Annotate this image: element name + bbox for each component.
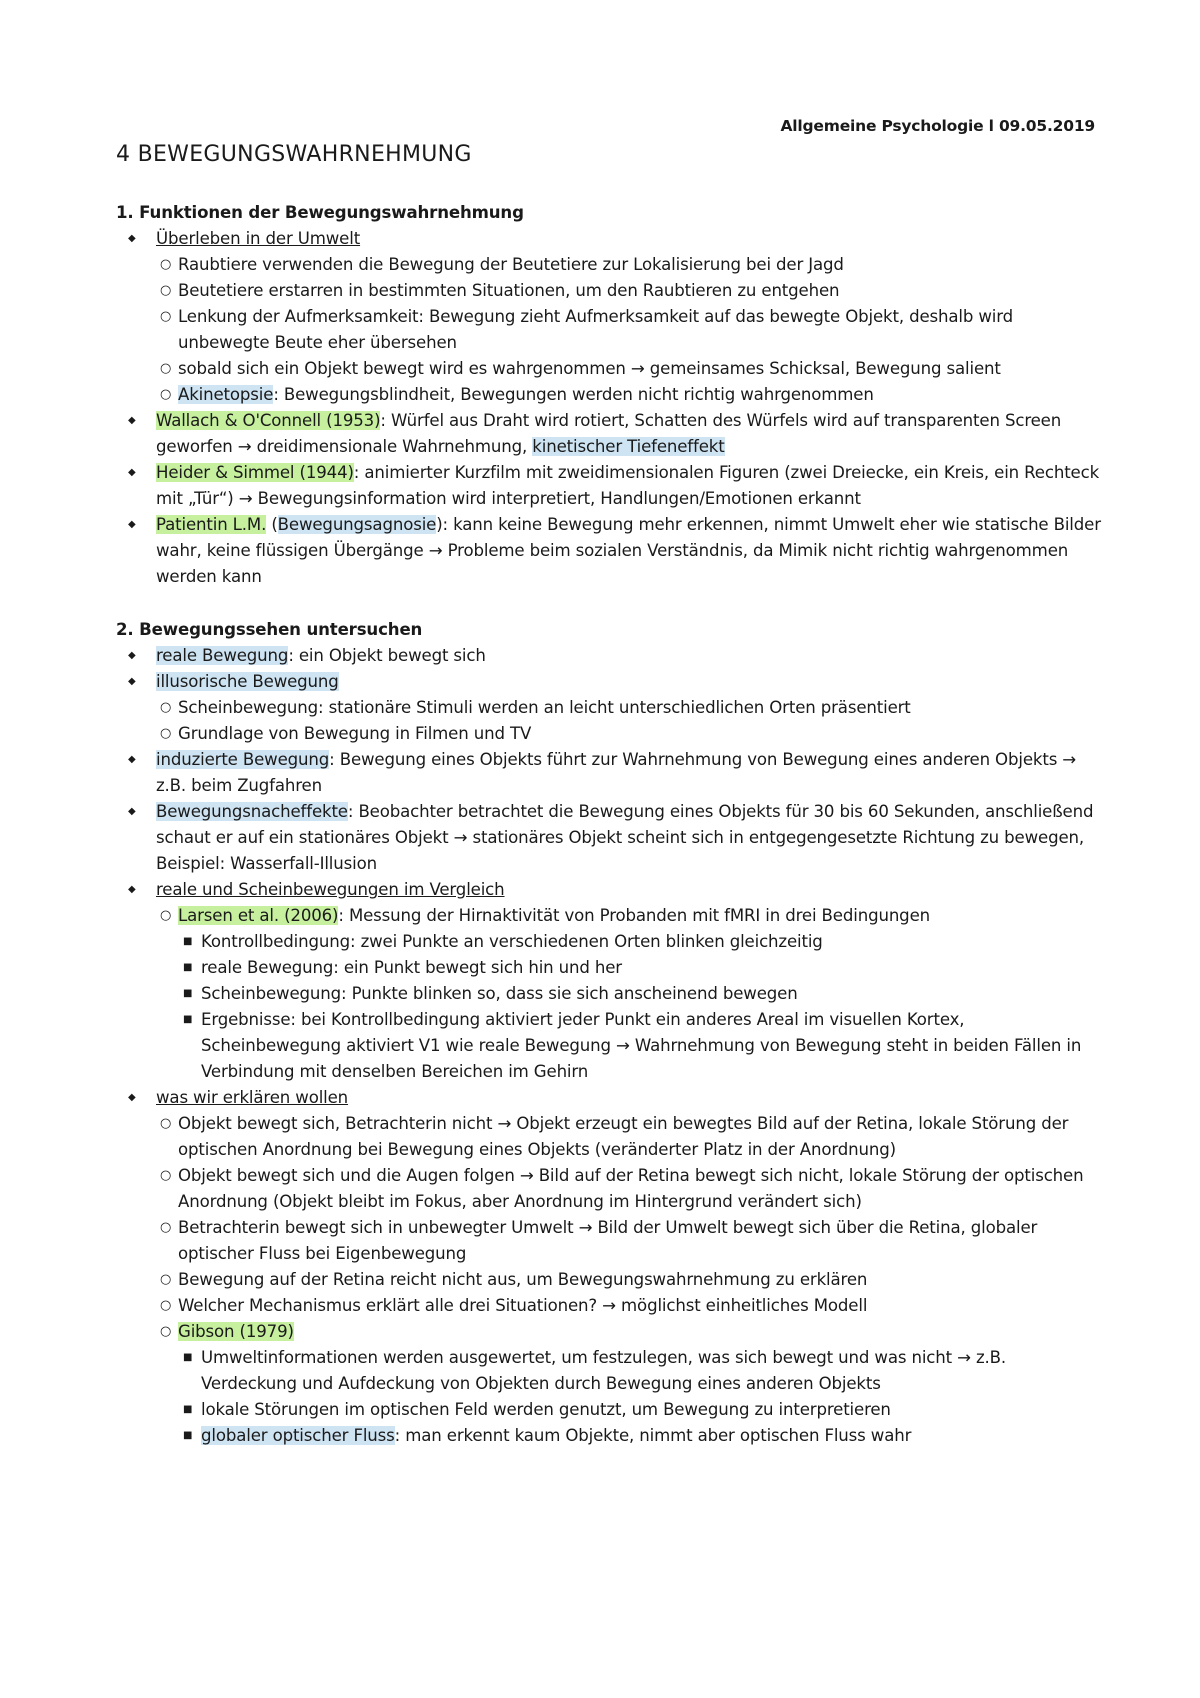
item-text: Scheinbewegung: Punkte blinken so, dass sie sich anscheinend bewegen xyxy=(201,984,798,1003)
section-heading: 1. Funktionen der Bewegungswahrnehmung xyxy=(116,203,524,222)
diamond-bullet-icon: ◆ xyxy=(128,233,136,244)
item-text: : man erkennt kaum Objekte, nimmt aber optischen Fluss wahr xyxy=(394,1426,912,1445)
circle-bullet-icon: ○ xyxy=(160,726,172,741)
list-item-level-2 xyxy=(116,382,1106,408)
diamond-bullet-icon: ◆ xyxy=(128,650,136,661)
square-bullet-icon: ■ xyxy=(183,962,193,973)
square-bullet-icon: ■ xyxy=(183,1352,193,1363)
document-body xyxy=(116,200,1106,1449)
item-text: ( xyxy=(266,515,278,534)
list-item-level-2 xyxy=(116,1215,1106,1267)
item-text: Grundlage von Bewegung in Filmen und TV xyxy=(178,724,532,743)
list-item-level-1 xyxy=(116,669,1106,695)
circle-bullet-icon: ○ xyxy=(160,700,172,715)
item-text: Ergebnisse: bei Kontrollbedingung aktiviert jeder Punkt ein anderes Areal im visuellen Kortex, Scheinbewegung aktiviert V1 wie reale Bewegung → Wahrnehmung von Bewegung steht in beiden Fällen in Verbindung mit denselben Bereichen im Gehirn xyxy=(201,1010,1082,1081)
item-text: Bewegung auf der Retina reicht nicht aus, um Bewegungswahrnehmung zu erklären xyxy=(178,1270,868,1289)
item-text: Lenkung der Aufmerksamkeit: Bewegung zieht Aufmerksamkeit auf das bewegte Objekt, deshalb wird unbewegte Beute eher übersehen xyxy=(178,307,1014,352)
highlight-blue: reale Bewegung xyxy=(156,646,289,665)
highlight-green: Gibson (1979) xyxy=(178,1322,294,1341)
circle-bullet-icon: ○ xyxy=(160,361,172,376)
circle-bullet-icon: ○ xyxy=(160,1168,172,1183)
list-item-level-3 xyxy=(116,1345,1106,1397)
circle-bullet-icon: ○ xyxy=(160,1298,172,1313)
list-item-level-1 xyxy=(116,408,1106,460)
highlight-green: Heider & Simmel (1944) xyxy=(156,463,354,482)
item-text: : Beobachter betrachtet die Bewegung eines Objekts für 30 bis 60 Sekunden, anschließend schaut er auf ein stationäres Objekt → stationäres Objekt scheint sich in entgegengesetzte Richtung zu bewegen, Beispiel: Wasserfall-Illusion xyxy=(156,802,1094,873)
item-text: Objekt bewegt sich, Betrachterin nicht → Objekt erzeugt ein bewegtes Bild auf der Retina, lokale Störung der optischen Anordnung bei Bewegung eines Objekts (veränderter Platz in der Anordnung) xyxy=(178,1114,1069,1159)
list-item-level-3 xyxy=(116,981,1106,1007)
list-item-level-3 xyxy=(116,1423,1106,1449)
list-item-level-2 xyxy=(116,1319,1106,1345)
item-text: : Bewegung eines Objekts führt zur Wahrnehmung von Bewegung eines anderen Objekts → z.B. beim Zugfahren xyxy=(156,750,1077,795)
list-item-level-2 xyxy=(116,1111,1106,1163)
circle-bullet-icon: ○ xyxy=(160,283,172,298)
circle-bullet-icon: ○ xyxy=(160,1220,172,1235)
list-item-level-3 xyxy=(116,929,1106,955)
underlined-text: Überleben in der Umwelt xyxy=(156,229,361,248)
circle-bullet-icon: ○ xyxy=(160,908,172,923)
item-text: Umweltinformationen werden ausgewertet, um festzulegen, was sich bewegt und was nicht → z.B. Verdeckung und Aufdeckung von Objekten durch Bewegung eines anderen Objekts xyxy=(201,1348,1007,1393)
list-item-level-1 xyxy=(116,460,1106,512)
list-item-level-1 xyxy=(116,799,1106,877)
circle-bullet-icon: ○ xyxy=(160,387,172,402)
square-bullet-icon: ■ xyxy=(183,1404,193,1415)
list-item-level-2 xyxy=(116,903,1106,929)
diamond-bullet-icon: ◆ xyxy=(128,415,136,426)
item-text: lokale Störungen im optischen Feld werden genutzt, um Bewegung zu interpretieren xyxy=(201,1400,891,1419)
highlight-green: Patientin L.M. xyxy=(156,515,267,534)
diamond-bullet-icon: ◆ xyxy=(128,1092,136,1103)
square-bullet-icon: ■ xyxy=(183,988,193,999)
list-item-level-2 xyxy=(116,721,1106,747)
list-item-level-3 xyxy=(116,955,1106,981)
item-text: ): kann keine Bewegung mehr erkennen, nimmt Umwelt eher wie statische Bilder wahr, keine flüssigen Übergänge → Probleme beim sozialen Verständnis, da Mimik nicht richtig wahrgenommen werden kann xyxy=(156,515,1101,586)
section-spacer xyxy=(116,590,1106,617)
diamond-bullet-icon: ◆ xyxy=(128,467,136,478)
highlight-green: Wallach & O'Connell (1953) xyxy=(156,411,381,430)
highlight-blue: Akinetopsie xyxy=(178,385,274,404)
list-item-level-3 xyxy=(116,1007,1106,1085)
list-item-level-3 xyxy=(116,1397,1106,1423)
diamond-bullet-icon: ◆ xyxy=(128,884,136,895)
highlight-blue: Bewegungsnacheffekte xyxy=(156,802,348,821)
list-item-level-1 xyxy=(116,226,1106,252)
item-text: Beutetiere erstarren in bestimmten Situationen, um den Raubtieren zu entgehen xyxy=(178,281,840,300)
circle-bullet-icon: ○ xyxy=(160,1324,172,1339)
highlight-blue: induzierte Bewegung xyxy=(156,750,330,769)
list-item-level-2 xyxy=(116,695,1106,721)
item-text: : Bewegungsblindheit, Bewegungen werden nicht richtig wahrgenommen xyxy=(273,385,874,404)
highlight-blue: Bewegungsagnosie xyxy=(277,515,437,534)
underlined-text: reale und Scheinbewegungen im Vergleich xyxy=(156,880,505,899)
item-text: Scheinbewegung: stationäre Stimuli werden an leicht unterschiedlichen Orten präsentiert xyxy=(178,698,911,717)
highlight-blue: kinetischer Tiefeneffekt xyxy=(532,437,725,456)
list-item-level-1 xyxy=(116,512,1106,590)
item-text: : Würfel aus Draht wird rotiert, Schatten des Würfels wird auf transparenten Screen geworfen → dreidimensionale Wahrnehmung, xyxy=(156,411,1062,456)
circle-bullet-icon: ○ xyxy=(160,1272,172,1287)
item-text: : ein Objekt bewegt sich xyxy=(288,646,486,665)
section-heading: 2. Bewegungssehen untersuchen xyxy=(116,620,423,639)
list-item-level-1 xyxy=(116,643,1106,669)
circle-bullet-icon: ○ xyxy=(160,1116,172,1131)
list-item-level-2 xyxy=(116,278,1106,304)
list-item-level-1 xyxy=(116,877,1106,903)
list-item-level-2 xyxy=(116,252,1106,278)
square-bullet-icon: ■ xyxy=(183,1014,193,1025)
item-text: : Messung der Hirnaktivität von Probanden mit fMRI in drei Bedingungen xyxy=(338,906,930,925)
highlight-green: Larsen et al. (2006) xyxy=(178,906,339,925)
square-bullet-icon: ■ xyxy=(183,1430,193,1441)
list-item-level-1 xyxy=(116,747,1106,799)
item-text: Welcher Mechanismus erklärt alle drei Situationen? → möglichst einheitliches Modell xyxy=(178,1296,868,1315)
list-item-level-1 xyxy=(116,1085,1106,1111)
item-text: Kontrollbedingung: zwei Punkte an verschiedenen Orten blinken gleichzeitig xyxy=(201,932,823,951)
item-text: sobald sich ein Objekt bewegt wird es wahrgenommen → gemeinsames Schicksal, Bewegung salient xyxy=(178,359,1001,378)
item-text: : animierter Kurzfilm mit zweidimensionalen Figuren (zwei Dreiecke, ein Kreis, ein Rechteck mit „Tür“) → Bewegungsinformation wird interpretiert, Handlungen/Emotionen erkannt xyxy=(156,463,1100,508)
item-text: Betrachterin bewegt sich in unbewegter Umwelt → Bild der Umwelt bewegt sich über die Retina, globaler optischer Fluss bei Eigenbewegung xyxy=(178,1218,1038,1263)
list-item-level-2 xyxy=(116,304,1106,356)
list-item-level-2 xyxy=(116,1293,1106,1319)
diamond-bullet-icon: ◆ xyxy=(128,519,136,530)
circle-bullet-icon: ○ xyxy=(160,257,172,272)
diamond-bullet-icon: ◆ xyxy=(128,676,136,687)
item-text: Raubtiere verwenden die Bewegung der Beutetiere zur Lokalisierung bei der Jagd xyxy=(178,255,844,274)
item-text: Objekt bewegt sich und die Augen folgen → Bild auf der Retina bewegt sich nicht, lokale Störung der optischen Anordnung (Objekt bleibt im Fokus, aber Anordnung im Hintergrund verändert sich) xyxy=(178,1166,1084,1211)
diamond-bullet-icon: ◆ xyxy=(128,806,136,817)
diamond-bullet-icon: ◆ xyxy=(128,754,136,765)
underlined-text: was wir erklären wollen xyxy=(156,1088,349,1107)
circle-bullet-icon: ○ xyxy=(160,309,172,324)
page-title: 4 BEWEGUNGSWAHRNEHMUNG xyxy=(116,142,472,167)
square-bullet-icon: ■ xyxy=(183,936,193,947)
page-header: Allgemeine Psychologie l 09.05.2019 xyxy=(780,117,1095,135)
list-item-level-2 xyxy=(116,1267,1106,1293)
item-text: reale Bewegung: ein Punkt bewegt sich hin und her xyxy=(201,958,622,977)
list-item-level-2 xyxy=(116,356,1106,382)
list-item-level-2 xyxy=(116,1163,1106,1215)
highlight-blue: illusorische Bewegung xyxy=(156,672,339,691)
highlight-blue: globaler optischer Fluss xyxy=(201,1426,395,1445)
